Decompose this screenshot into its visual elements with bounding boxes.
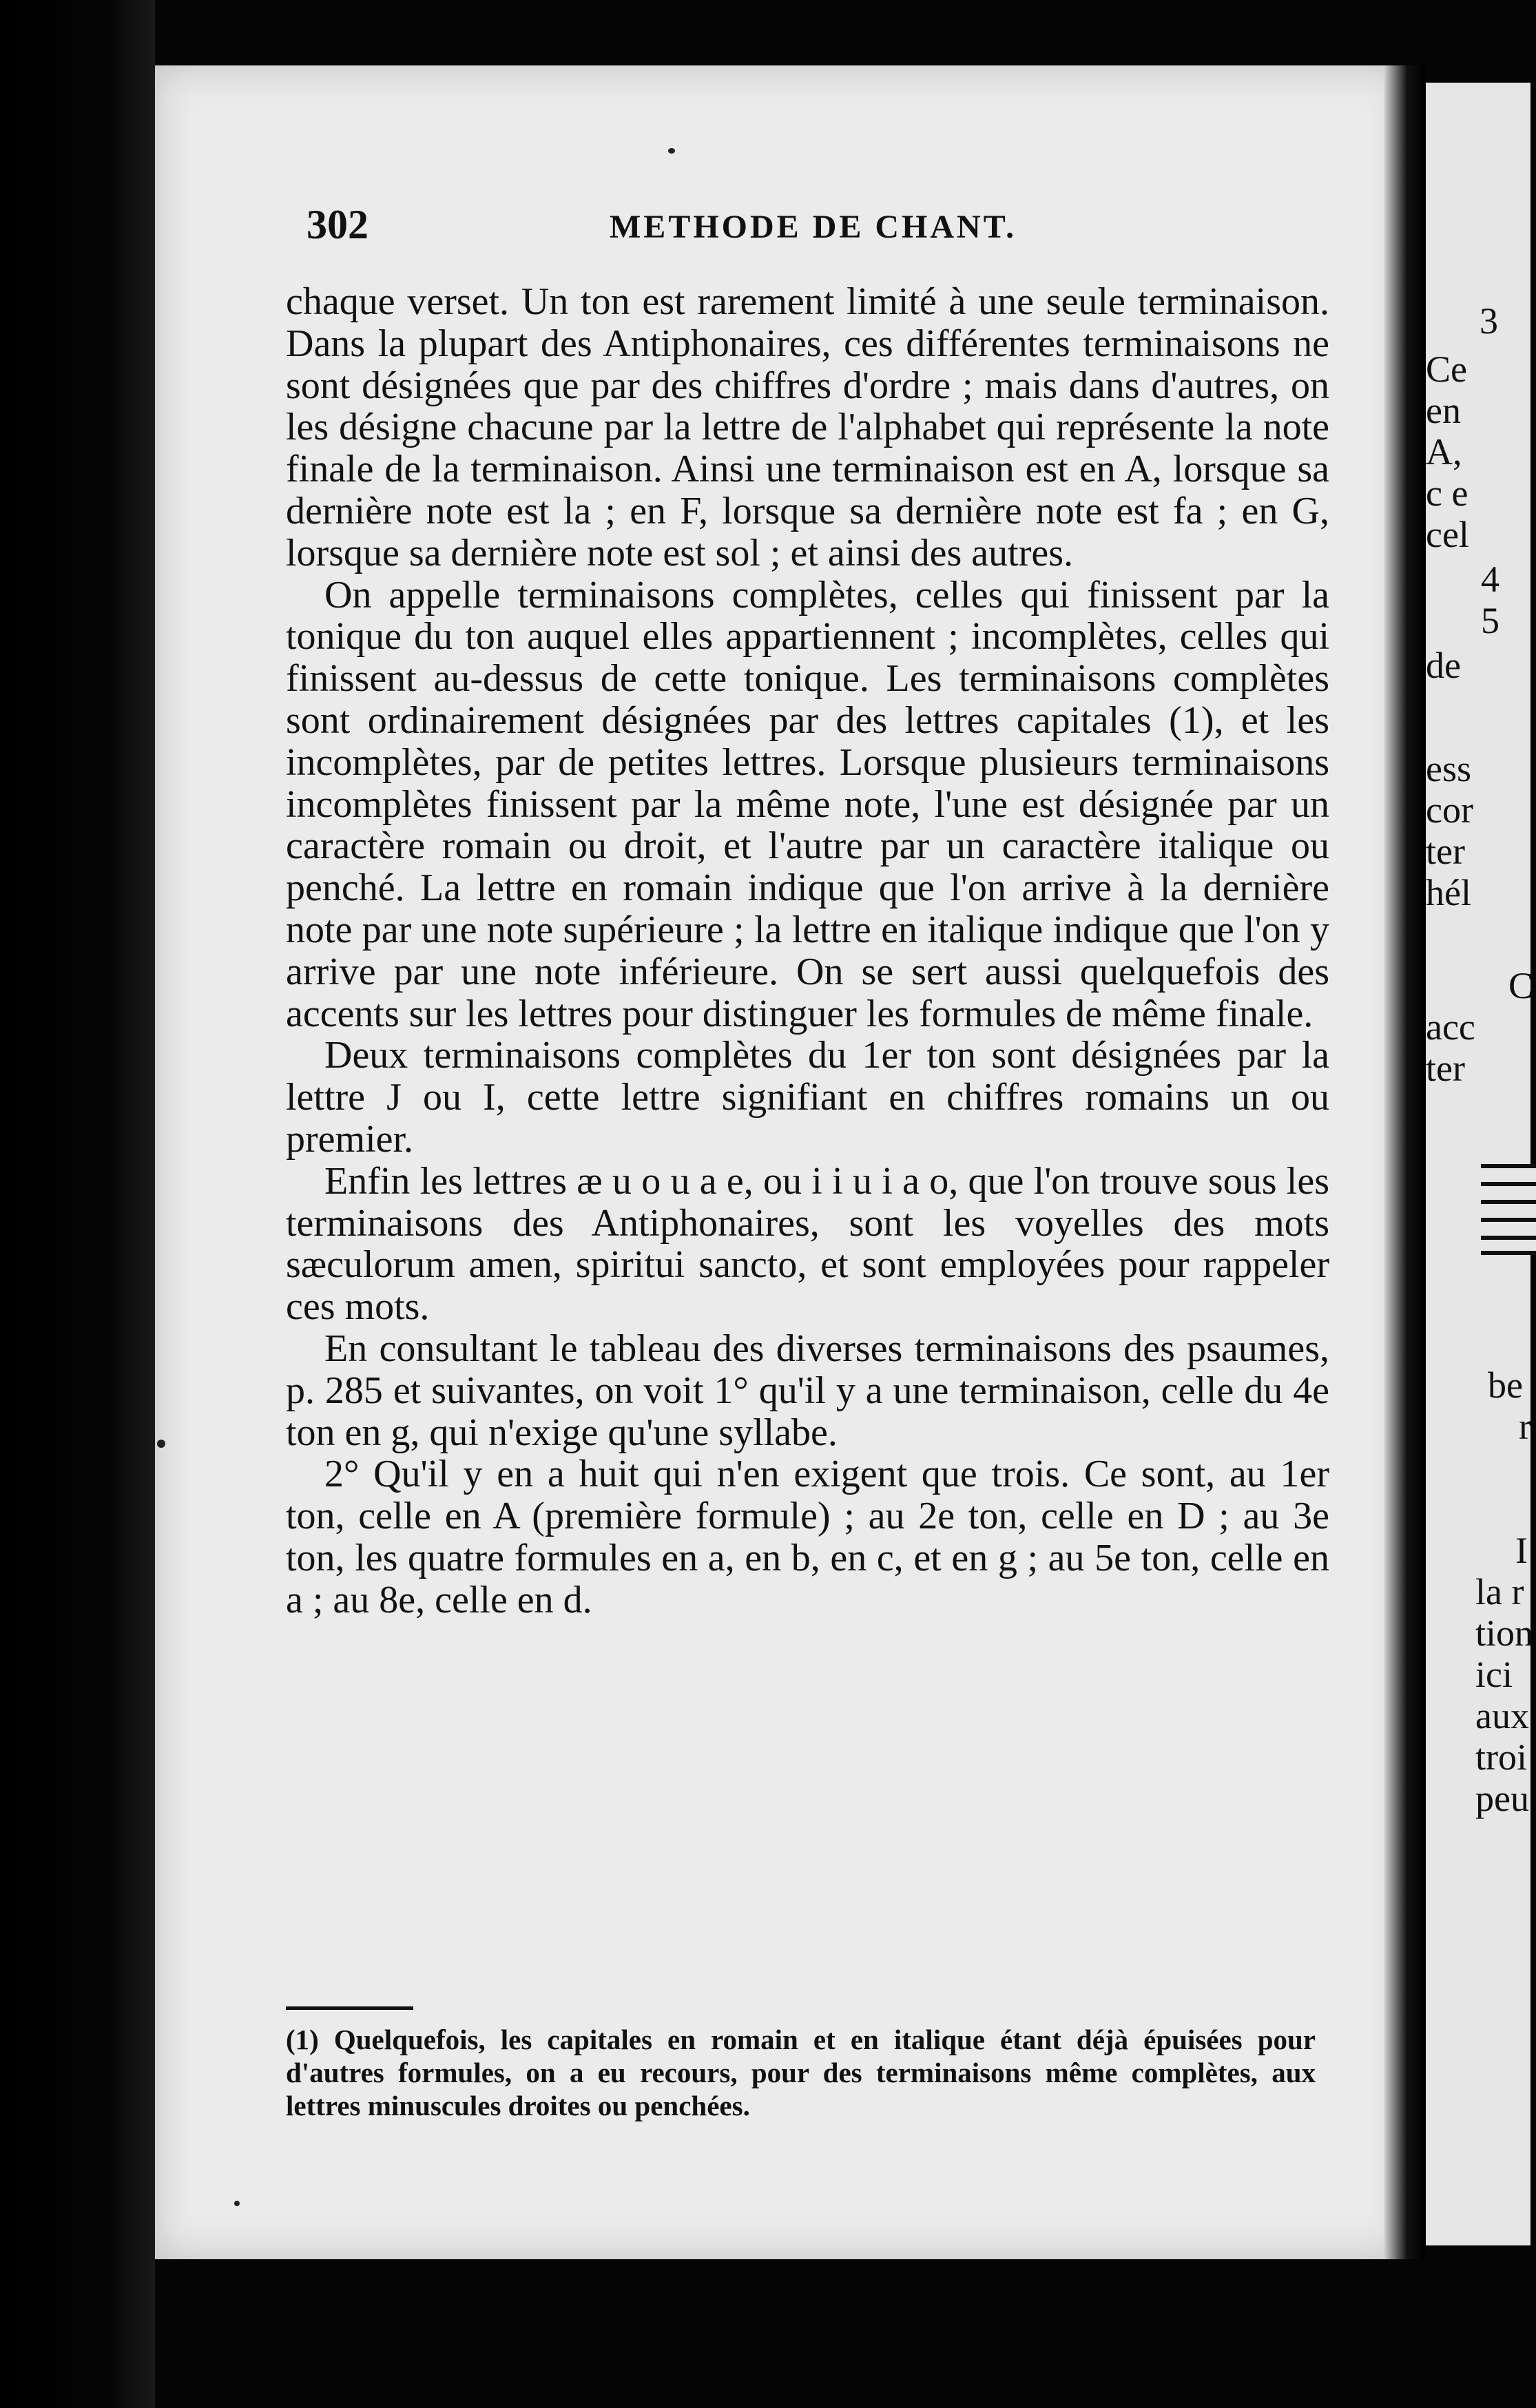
adjacent-text-fragment: be — [1488, 1364, 1523, 1406]
adjacent-page-edge — [1426, 83, 1534, 2245]
paragraph: Deux terminaisons complètes du 1er ton sont désignées par la lettre J ou I, cette lettre signifiant en chiffres romains un ou premier. — [286, 1034, 1329, 1161]
music-staff-fragment — [1481, 1164, 1536, 1255]
adjacent-text-fragment: aux — [1475, 1695, 1529, 1736]
adjacent-text-fragment: troi — [1475, 1736, 1527, 1778]
adjacent-text-fragment: ter — [1426, 1048, 1465, 1089]
paragraph: On appelle terminaisons complètes, celles qui finissent par la tonique du ton auquel elles appartiennent ; incomplètes, celles qui finissent au-dessus de cette tonique. Les terminaisons complètes sont ordinairement désignées par des lettres capitales (1), et les incomplètes, par de petites lettres. Lorsque plusieurs terminaisons incomplètes finissent par la même note, l'une est désignée par un caractère romain ou droit, et l'autre par un caractère italique ou penché. La lettre en romain indique que l'on arrive à la dernière note par une note supérieure ; la lettre en italique indique que l'on y arrive par une note inférieure. On se sert aussi quelquefois des accents sur les lettres pour distinguer les formules de même finale. — [286, 573, 1329, 1035]
running-title: METHODE DE CHANT. — [610, 209, 1017, 245]
adjacent-text-fragment: ess — [1426, 748, 1471, 789]
page-number: 302 — [307, 202, 369, 247]
paragraph: En consultant le tableau des diverses terminaisons des psaumes, p. 285 et suivantes, on voit 1° qu'il y a une terminaison, celle du 4e ton en g, qui n'exige qu'une syllabe. — [286, 1327, 1329, 1454]
adjacent-text-fragment: A, — [1426, 431, 1462, 473]
paragraph: Enfin les lettres æ u o u a e, ou i i u i a o, que l'on trouve sous les terminaisons des Antiphonaires, sont les voyelles des mots sæculorum amen, spiritui sancto, et sont employées pour rappeler ces mots. — [286, 1159, 1329, 1329]
adjacent-text-fragment: C — [1508, 965, 1534, 1006]
adjacent-text-fragment: de — [1426, 645, 1461, 686]
paragraph: 2° Qu'il y en a huit qui n'en exigent que trois. Ce sont, au 1er ton, celle en A (première formule) ; au 2e ton, celle en D ; au 3e ton, les quatre formules en a, en b, en c, et en g ; au 5e ton, celle en a ; au 8e, celle en d. — [286, 1453, 1329, 1621]
adjacent-text-fragment: r — [1519, 1406, 1531, 1447]
footnote-rule — [286, 2006, 413, 2010]
adjacent-text-fragment: tion — [1475, 1612, 1534, 1654]
paper-speck — [157, 1440, 165, 1448]
paper-speck — [234, 2201, 240, 2206]
adjacent-text-fragment: cor — [1426, 789, 1473, 831]
book-gutter — [1384, 65, 1426, 2259]
adjacent-text-fragment: ter — [1426, 831, 1465, 872]
body-text — [286, 281, 1329, 1621]
adjacent-text-fragment: 5 — [1481, 600, 1499, 641]
adjacent-text-fragment: hél — [1426, 872, 1471, 913]
adjacent-text-fragment: la r — [1475, 1571, 1524, 1612]
adjacent-text-fragment: Ce — [1426, 349, 1467, 390]
adjacent-text-fragment: 3 — [1480, 300, 1498, 342]
adjacent-text-fragment: ici — [1475, 1654, 1513, 1695]
adjacent-text-fragment: c e — [1426, 473, 1468, 514]
adjacent-text-fragment: acc — [1426, 1006, 1475, 1048]
adjacent-text-fragment: I — [1515, 1530, 1528, 1571]
adjacent-text-fragment: 4 — [1481, 559, 1499, 600]
paragraph: chaque verset. Un ton est rarement limité à une seule terminaison. Dans la plupart des Antiphonaires, ces différentes terminaisons ne sont désignées que par des chiffres d'ordre ; mais dans d'autres, on les désigne chacune par la lettre de l'alphabet qui représente la note finale de la terminaison. Ainsi une terminaison est en A, lorsque sa dernière note est la ; en F, lorsque sa dernière note est fa ; en G, lorsque sa dernière note est sol ; et ainsi des autres. — [286, 280, 1329, 574]
left-binding-shadow — [0, 0, 155, 2408]
paper-speck — [668, 148, 675, 154]
adjacent-text-fragment: en — [1426, 390, 1461, 431]
page-header — [307, 201, 1326, 256]
footnote: (1) Quelquefois, les capitales en romain et en italique étant déjà épuisées pour d'autres formules, on a eu recours, pour des terminaisons même complètes, aux lettres minuscules droites ou penchées. — [286, 2024, 1316, 2121]
adjacent-text-fragment: peu — [1475, 1778, 1529, 1819]
adjacent-text-fragment: cel — [1426, 514, 1469, 555]
